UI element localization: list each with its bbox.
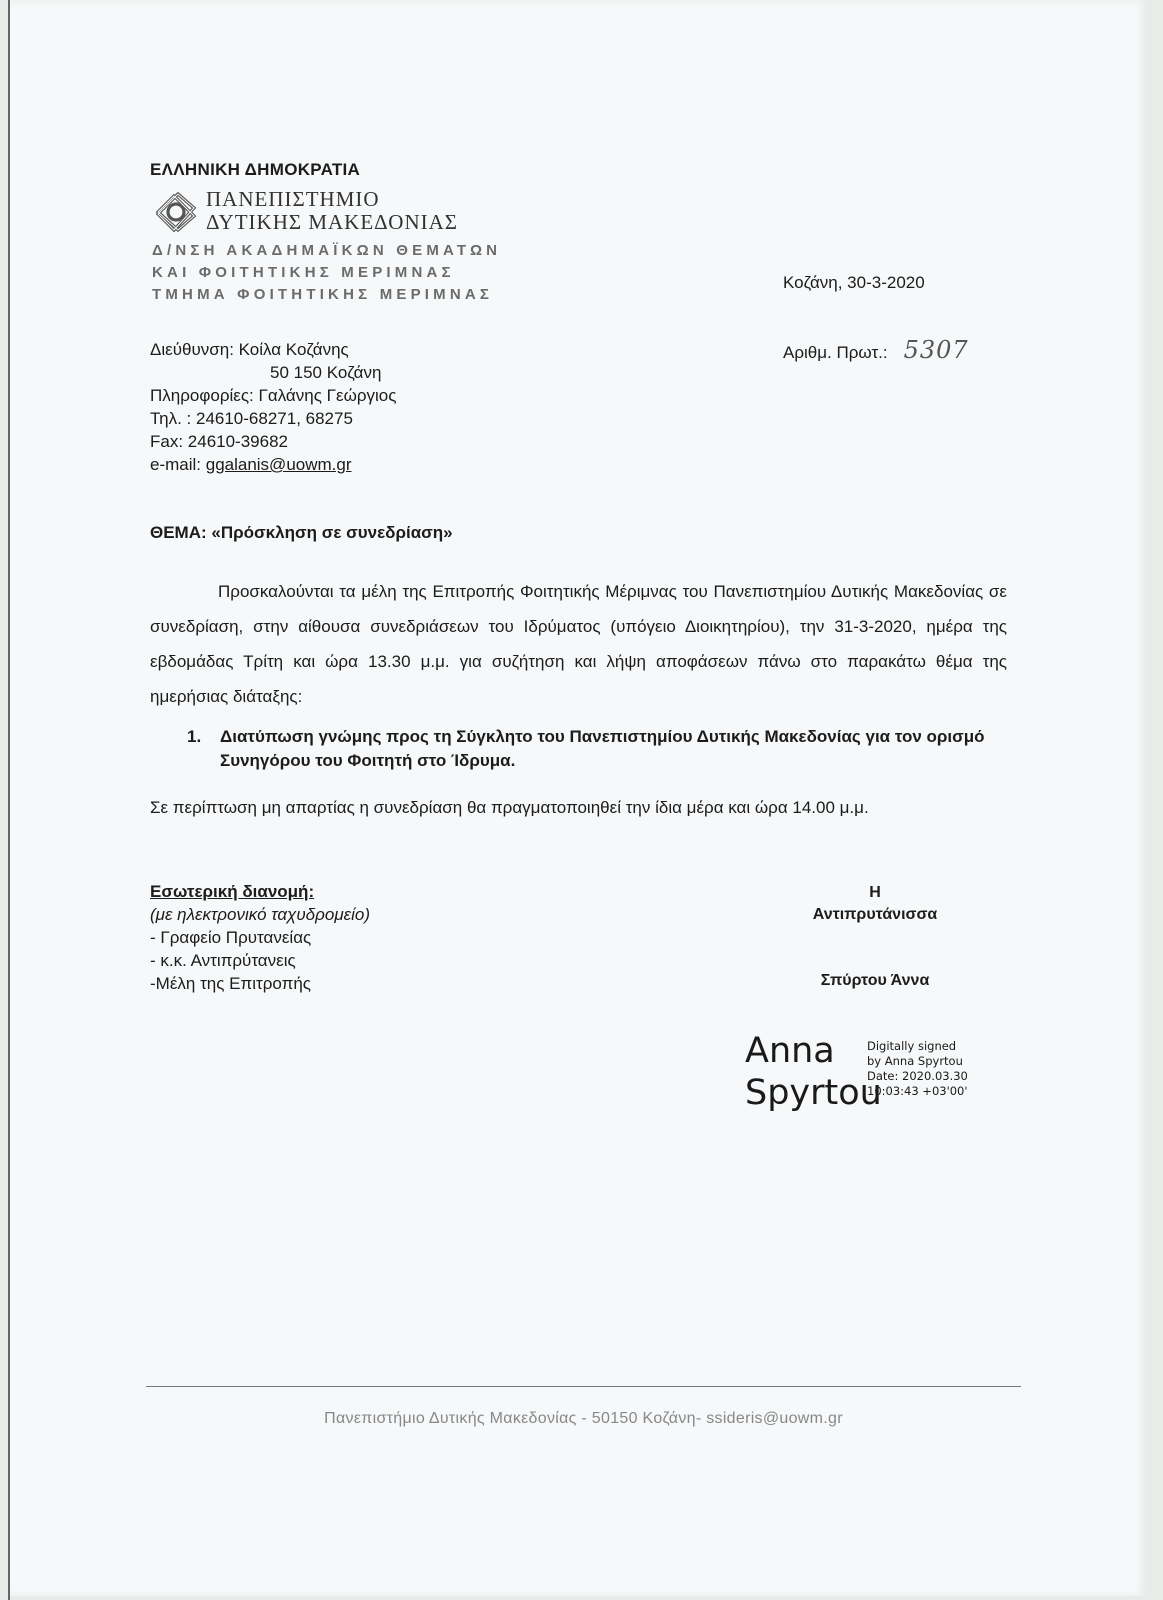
university-line-1: ΠΑΝΕΠΙΣΤΗΜΙΟ [206, 187, 380, 211]
address-block [150, 338, 396, 476]
address-fax: Fax: 24610-39682 [150, 432, 288, 451]
distribution-method: (με ηλεκτρονικό ταχυδρομείο) [150, 905, 370, 924]
distribution-item: - κ.κ. Αντιπρύτανεις [150, 951, 296, 970]
department-block [152, 240, 501, 306]
digital-signature-info-line: Digitally signed [867, 1039, 957, 1053]
digital-signature-name [745, 1030, 882, 1114]
date-line: Κοζάνη, 30-3-2020 [783, 273, 925, 292]
subject-line: ΘΕΜΑ: «Πρόσκληση σε συνεδρίαση» [150, 523, 453, 542]
protocol-line [783, 336, 969, 364]
protocol-label: Αριθμ. Πρωτ.: [783, 343, 888, 362]
address-postcode: 50 150 Κοζάνη [270, 363, 382, 382]
signer-article: Η [869, 884, 881, 901]
distribution-item: -Μέλη της Επιτροπής [150, 974, 311, 993]
address-street: Διεύθυνση: Κοίλα Κοζάνης [150, 340, 349, 359]
department-line-3: ΤΜΗΜΑ ΦΟΙΤΗΤΙΚΗΣ ΜΕΡΙΜΝΑΣ [152, 286, 494, 303]
digital-signature-info [867, 1039, 968, 1099]
republic-heading: ΕΛΛΗΝΙΚΗ ΔΗΜΟΚΡΑΤΙΑ [150, 160, 361, 179]
digital-signature-first-name: Anna [745, 1031, 835, 1071]
digital-signature-info-line: Date: 2020.03.30 [867, 1069, 968, 1083]
fallback-note: Σε περίπτωση μη απαρτίας η συνεδρίαση θα πραγματοποιηθεί την ίδια μέρα και ώρα 14.00 μ.μ. [150, 798, 869, 817]
email-link[interactable]: ggalanis@uowm.gr [205, 455, 352, 474]
address-phone: Τηλ. : 24610-68271, 68275 [150, 409, 353, 428]
distribution-item: - Γραφείο Πρυτανείας [150, 928, 312, 947]
agenda-item-number: 1. [187, 727, 202, 746]
department-line-1: Δ/ΝΣΗ ΑΚΑΔΗΜΑΪΚΩΝ ΘΕΜΑΤΩΝ [152, 242, 502, 259]
email-label: e-mail: [150, 455, 206, 474]
address-email-row [150, 453, 396, 476]
distribution-block [150, 880, 370, 995]
digital-signature-info-line: 10:03:43 +03'00' [867, 1084, 968, 1098]
signer-title: Αντιπρυτάνισσα [812, 906, 938, 923]
digital-signature-info-line: by Anna Spyrtou [867, 1054, 963, 1068]
body-paragraph [150, 574, 1007, 714]
department-line-2: ΚΑΙ ΦΟΙΤΗΤΙΚΗΣ ΜΕΡΙΜΝΑΣ [152, 264, 455, 281]
document-page [10, 0, 1148, 1596]
knot-emblem-icon [152, 190, 200, 234]
digital-signature-last-name: Spyrtou [745, 1073, 882, 1113]
address-info: Πληροφορίες: Γαλάνης Γεώργιος [150, 386, 397, 405]
body-paragraph-text: Προσκαλούνται τα μέλη της Επιτροπής Φοιτητικής Μέριμνας του Πανεπιστημίου Δυτικής Μακεδονίας σε συνεδρίαση, στην αίθουσα συνεδριάσεων του Ιδρύματος (υπόγειο Διοικητηρίου), την 31-3-2020, ημέρα της εβδομάδας Τρίτη και ώρα 13.30 μ.μ. για συζήτηση και λήψη αποφάσεων πάνω στο παρακάτω θέμα της ημερήσιας διάταξης: [150, 582, 1007, 706]
distribution-heading: Εσωτερική διανομή: [150, 882, 315, 901]
signer-name: Σπύρτου Άννα [820, 972, 930, 989]
agenda-item [187, 725, 1020, 773]
university-line-2: ΔΥΤΙΚΗΣ ΜΑΚΕΔΟΝΙΑΣ [206, 210, 459, 234]
footer-divider [146, 1386, 1021, 1387]
agenda-item-text: Διατύπωση γνώμης προς τη Σύγκλητο του Πανεπιστημίου Δυτικής Μακεδονίας για τον ορισμό Συνηγόρου του Φοιτητή στο Ίδρυμα. [220, 727, 985, 770]
footer-text: Πανεπιστήμιο Δυτικής Μακεδονίας - 50150 Κοζάνη- ssideris@uowm.gr [324, 1410, 843, 1427]
protocol-number: 5307 [903, 336, 969, 364]
university-name [206, 188, 458, 234]
